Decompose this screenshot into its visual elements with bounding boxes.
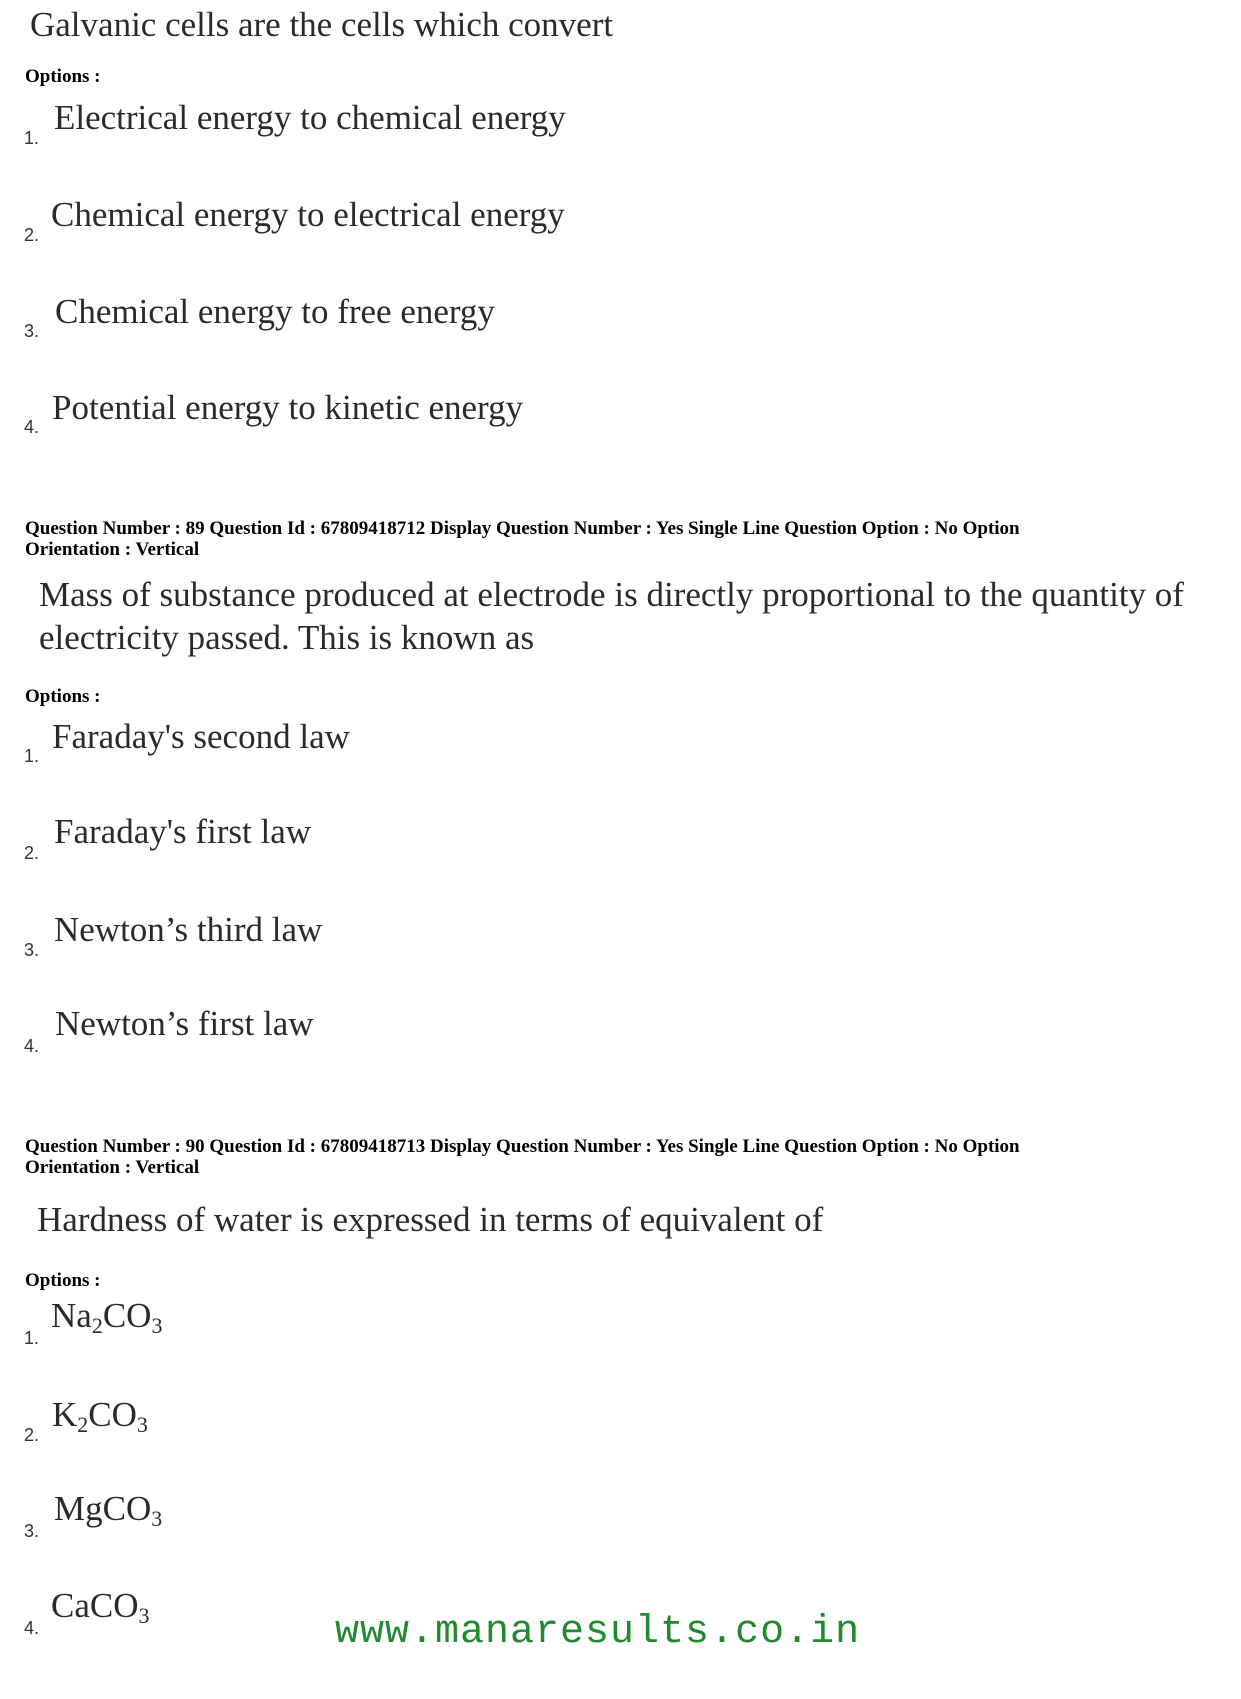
option-formula xyxy=(51,1586,150,1626)
question-meta-line: Orientation : Vertical xyxy=(25,539,200,560)
option-number: 2. xyxy=(24,225,40,245)
question-meta-line: Question Number : 89 Question Id : 67809418712 Display Question Number : Yes Single Line Question Option : No Option xyxy=(25,518,1020,539)
option-number: 1. xyxy=(24,128,40,148)
option-text: Electrical energy to chemical energy xyxy=(54,98,566,137)
option-number: 2. xyxy=(24,843,40,863)
question-meta-line: Question Number : 90 Question Id : 67809418713 Display Question Number : Yes Single Line Question Option : No Option xyxy=(25,1136,1020,1157)
option-text: Faraday's second law xyxy=(52,717,350,756)
formula-part: CO xyxy=(88,1395,137,1434)
formula-subscript: 2 xyxy=(77,1412,89,1437)
formula-part: CO xyxy=(102,1296,152,1335)
question-meta-90 xyxy=(25,1136,1205,1178)
option-number: 4. xyxy=(24,417,40,437)
question-text-line: electricity passed. This is known as xyxy=(39,618,535,657)
option-number: 1. xyxy=(24,1328,40,1348)
formula-part: CaCO xyxy=(51,1586,139,1625)
option-text: Newton’s third law xyxy=(54,910,323,949)
option-text: Potential energy to kinetic energy xyxy=(52,388,524,427)
watermark-url: www.manaresults.co.in xyxy=(335,1610,861,1655)
question-text-89 xyxy=(39,573,1184,659)
question-text-1: Galvanic cells are the cells which convert xyxy=(30,5,614,44)
option-number: 4. xyxy=(24,1036,40,1056)
options-label-1: Options : xyxy=(25,66,101,87)
formula-subscript: 3 xyxy=(136,1412,148,1437)
option-text: Newton’s first law xyxy=(55,1004,314,1043)
formula-subscript: 3 xyxy=(138,1603,150,1628)
option-formula xyxy=(54,1489,162,1529)
formula-part: K xyxy=(52,1395,78,1434)
formula-subscript: 3 xyxy=(151,1313,163,1338)
option-formula xyxy=(51,1296,162,1336)
option-number: 3. xyxy=(24,940,40,960)
formula-part: MgCO xyxy=(54,1489,152,1528)
question-meta-line: Orientation : Vertical xyxy=(25,1157,200,1178)
question-meta-89 xyxy=(25,518,1205,560)
question-text-line: Mass of substance produced at electrode is directly proportional to the quantity of xyxy=(39,575,1184,614)
option-number: 2. xyxy=(24,1425,40,1445)
option-formula xyxy=(52,1395,148,1435)
option-number: 1. xyxy=(24,746,40,766)
formula-subscript: 3 xyxy=(151,1506,163,1531)
option-number: 4. xyxy=(24,1618,40,1638)
option-number: 3. xyxy=(24,321,40,341)
option-text: Faraday's first law xyxy=(54,812,312,851)
option-text: Chemical energy to free energy xyxy=(55,292,495,331)
formula-part: Na xyxy=(51,1296,92,1335)
option-number: 3. xyxy=(24,1521,40,1541)
options-label-89: Options : xyxy=(25,686,101,707)
option-text: Chemical energy to electrical energy xyxy=(51,195,565,234)
formula-subscript: 2 xyxy=(91,1313,103,1338)
question-text-90: Hardness of water is expressed in terms of equivalent of xyxy=(37,1200,824,1239)
options-label-90: Options : xyxy=(25,1270,101,1291)
